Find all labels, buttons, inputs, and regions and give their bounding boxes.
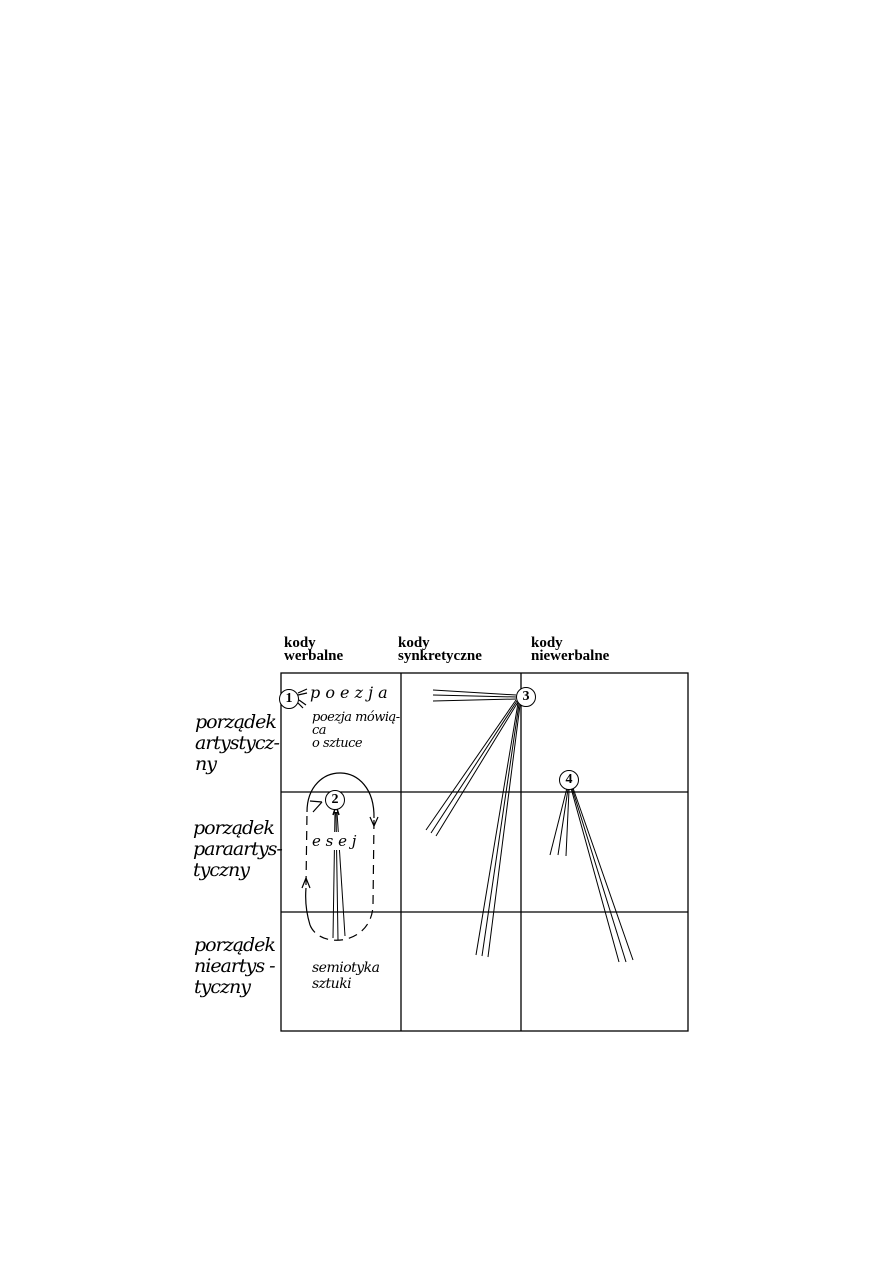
loop-dashed-left	[306, 812, 307, 885]
row-header-nonartistic-line3: tyczny	[194, 976, 250, 998]
rays-from-3	[426, 690, 520, 957]
row-header-paraartistic-line1: porządek	[193, 817, 274, 839]
label-poezja-mowiaca-line1: poezja mówią-	[312, 710, 400, 725]
label-poezja-mowiaca-line2: ca	[312, 723, 327, 738]
column-header-verbal-line2: werbalne	[284, 648, 344, 664]
loop-arrowhead-to-2	[310, 801, 322, 812]
rays-from-2	[333, 806, 345, 940]
column-header-syncretic	[398, 637, 482, 663]
column-header-nonverbal	[531, 637, 609, 663]
row-header-artistic-line3: ny	[195, 753, 216, 775]
label-semiotyka-line1: semiotyka	[312, 960, 380, 976]
label-poezja-mowiaca	[312, 711, 400, 750]
row-header-nonartistic-line2: nieartys -	[194, 955, 275, 977]
column-header-nonverbal-line1: kody	[531, 635, 563, 651]
row-header-artistic-line1: porządek	[195, 711, 276, 733]
row-header-artistic-line2: artystycz-	[195, 732, 279, 754]
row-header-artistic	[195, 712, 279, 775]
column-header-syncretic-line1: kody	[398, 635, 430, 651]
column-header-nonverbal-line2: niewerbalne	[531, 648, 610, 664]
label-esej: e s e j	[312, 832, 357, 850]
marker-2: 2	[325, 790, 345, 810]
label-poezja-mowiaca-line3: o sztuce	[312, 736, 363, 751]
marker-1: 1	[279, 689, 299, 709]
column-header-verbal-line1: kody	[284, 635, 316, 651]
row-header-nonartistic	[194, 935, 275, 998]
row-header-nonartistic-line1: porządek	[194, 934, 275, 956]
row-header-paraartistic-line2: paraartys-	[193, 838, 282, 860]
row-header-paraartistic	[193, 818, 282, 881]
marker-4: 4	[559, 770, 579, 790]
rays-from-4	[550, 788, 633, 962]
loop-solid-lower-left	[306, 888, 310, 925]
label-poezja: p o e z j a	[310, 683, 388, 702]
label-semiotyka-line2: sztuki	[312, 976, 352, 992]
label-semiotyka	[312, 960, 380, 992]
column-header-verbal	[284, 637, 343, 663]
marker-3: 3	[516, 687, 536, 707]
column-header-syncretic-line2: synkretyczne	[398, 648, 482, 664]
row-header-paraartistic-line3: tyczny	[193, 859, 249, 881]
